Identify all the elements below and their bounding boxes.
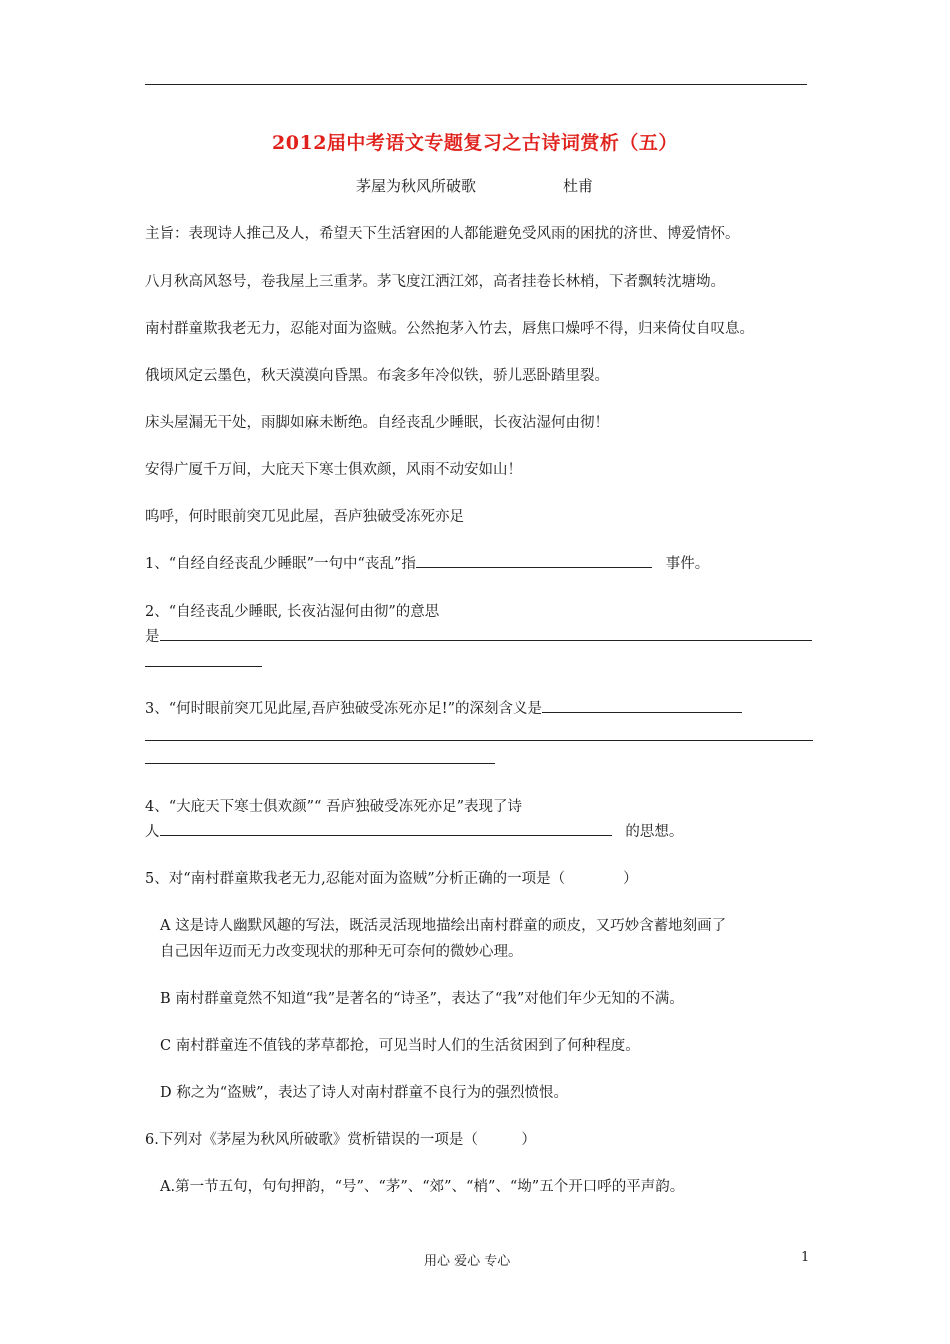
theme-line: 主旨：表现诗人推己及人，希望天下生活窘困的人都能避免受风雨的困扰的济世、博爱情怀。 xyxy=(145,226,740,242)
question-1 xyxy=(145,552,709,573)
question-5: 5、对“南村群童欺我老无力,忍能对面为盗贼”分析正确的一项是（ ） xyxy=(145,871,638,887)
option-6a: A.第一节五句，句句押韵，“号”、“茅”、“郊”、“梢”、“坳”五个开口呼的平声韵。 xyxy=(160,1179,685,1195)
option-5d: D 称之为“盗贼”，表达了诗人对南村群童不良行为的强烈愤恨。 xyxy=(160,1085,569,1101)
question-2: 2、“自经丧乱少睡眠, 长夜沾湿何由彻”的意思 xyxy=(145,604,440,620)
option-5a: A 这是诗人幽默风趣的写法，既活灵活现地描绘出南村群童的顽皮，又巧妙含蓄地刻画了 xyxy=(160,918,727,934)
answer-blank-2[interactable] xyxy=(160,626,812,641)
page-number: 1 xyxy=(801,1250,810,1265)
question-3-text: 3、“何时眼前突兀见此屋,吾庐独破受冻死亦足!”的深刻含义是 xyxy=(145,701,542,717)
question-1-suffix: 事件。 xyxy=(665,556,710,572)
question-3 xyxy=(145,697,742,718)
question-4-prefix: 人 xyxy=(145,824,160,840)
answer-blank-2b[interactable] xyxy=(145,666,262,667)
question-4-suffix: 的思想。 xyxy=(625,824,684,840)
answer-blank-4[interactable] xyxy=(160,821,612,836)
option-5a-cont: 自己因年迈而无力改变现状的那种无可奈何的微妙心理。 xyxy=(160,944,523,960)
footer-motto: 用心 爱心 专心 xyxy=(424,1254,511,1269)
question-1-text: 1、“自经自经丧乱少睡眠”一句中“丧乱”指 xyxy=(145,556,416,572)
option-5c: C 南村群童连不值钱的茅草都抢，可见当时人们的生活贫困到了何种程度。 xyxy=(160,1038,640,1054)
answer-blank-3b[interactable] xyxy=(145,740,813,741)
header-rule xyxy=(145,84,807,85)
verse-line: 八月秋高风怒号，卷我屋上三重茅。茅飞度江洒江郊，高者挂卷长林梢，下者飘转沈塘坳。 xyxy=(145,274,725,290)
poem-title: 茅屋为秋风所破歌 xyxy=(356,177,477,195)
question-2-answer-line xyxy=(145,625,812,646)
verse-line: 安得广厦千万间，大庇天下寒士俱欢颜，风雨不动安如山！ xyxy=(145,462,522,478)
question-2-prefix: 是 xyxy=(145,629,160,645)
answer-blank-3c[interactable] xyxy=(145,763,495,764)
document-title: 2012届中考语文专题复习之古诗词赏析（五） xyxy=(272,132,678,154)
verse-line: 俄顷风定云墨色，秋天漠漠向昏黑。布衾多年冷似铁，骄儿恶卧踏里裂。 xyxy=(145,368,609,384)
question-6: 6.下列对《茅屋为秋风所破歌》赏析错误的一项是（ ） xyxy=(145,1132,536,1148)
verse-line: 呜呼，何时眼前突兀见此屋，吾庐独破受冻死亦足 xyxy=(145,509,464,525)
question-4: 4、“大庇天下寒士俱欢颜”“ 吾庐独破受冻死亦足”表现了诗 xyxy=(145,799,522,815)
option-5b: B 南村群童竟然不知道“我”是著名的“诗圣”，表达了“我”对他们年少无知的不满。 xyxy=(160,991,684,1007)
poem-author: 杜甫 xyxy=(563,177,594,195)
verse-line: 床头屋漏无干处，雨脚如麻未断绝。自经丧乱少睡眠，长夜沾湿何由彻！ xyxy=(145,415,609,431)
answer-blank-1[interactable] xyxy=(416,553,652,568)
answer-blank-3[interactable] xyxy=(542,698,742,713)
verse-line: 南村群童欺我老无力，忍能对面为盗贼。公然抱茅入竹去，唇焦口燥呼不得，归来倚仗自叹息。 xyxy=(145,321,754,337)
question-4-answer-line xyxy=(145,820,683,841)
